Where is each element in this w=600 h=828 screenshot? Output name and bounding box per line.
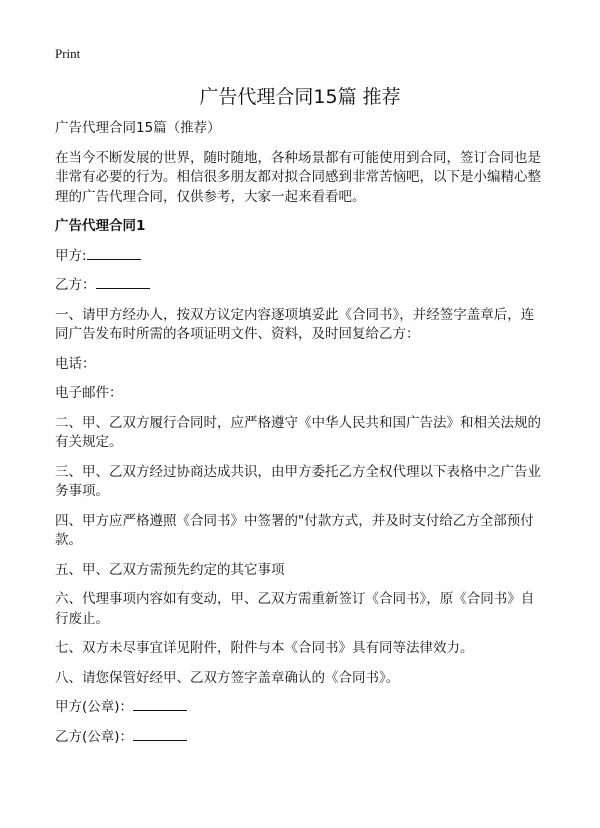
paragraph	[55, 119, 565, 139]
signature-field	[55, 276, 565, 296]
text-line: 二、甲、乙双方履行合同时，应严格遵守《中华人民共和国广告法》和相关法规的	[55, 414, 541, 431]
blank-underline	[87, 247, 141, 260]
section-heading	[55, 217, 565, 237]
blank-underline	[96, 276, 150, 289]
text-line: 六、代理事项内容如有变动，甲、乙双方需重新签订《合同书》，原《合同书》自	[55, 591, 535, 607]
page-title: 广告代理合同15篇 推荐	[199, 86, 401, 108]
paragraph	[55, 414, 565, 453]
paragraph	[55, 639, 565, 659]
text-line: 七、双方未尽事宜详见附件，附件与本《合同书》具有同等法律效力。	[55, 640, 474, 656]
text-line: 甲方:	[55, 247, 87, 264]
paragraph	[55, 561, 565, 581]
text-line: 三、甲、乙双方经过协商达成共识，由甲方委托乙方全权代理以下表格中之广告业	[55, 463, 541, 480]
text-line: 在当今不断发展的世界，随时随地，各种场景都有可能使用到合同，签订合同也是	[55, 149, 541, 166]
text-line: 广告代理合同1	[55, 218, 146, 234]
paragraph	[55, 590, 565, 629]
paragraph	[55, 384, 565, 404]
paragraph	[55, 306, 565, 345]
text-line: 同广告发布时所需的各项证明文件、资料，及时回复给乙方：	[55, 326, 420, 342]
paragraph	[55, 355, 565, 375]
text-line: 四、甲方应严格遵照《合同书》中签署的"付款方式，并及时支付给乙方全部预付	[55, 512, 534, 529]
text-line: 甲方(公章)：	[55, 699, 134, 715]
blank-underline	[133, 698, 187, 711]
text-line: 五、甲、乙双方需预先约定的其它事项	[55, 561, 285, 578]
document-body	[55, 119, 565, 757]
text-line: 乙方(公章)：	[55, 728, 134, 745]
text-line: 理的广告代理合同，仅供参考，大家一起来看看吧。	[55, 188, 366, 205]
signature-field	[55, 698, 565, 718]
text-line: 一、请甲方经办人，按双方议定内容逐项填妥此《合同书》，并经签字盖章后，连	[55, 306, 535, 323]
text-line: 电话：	[55, 355, 96, 372]
blank-underline	[133, 728, 187, 741]
text-line: 广告代理合同15篇（推荐）	[55, 120, 221, 136]
text-line: 电子邮件：	[55, 385, 123, 401]
text-line: 有关规定。	[55, 434, 123, 450]
paragraph	[55, 463, 565, 502]
text-line: 务事项。	[55, 483, 109, 499]
text-line: 行废止。	[55, 610, 109, 627]
paragraph	[55, 669, 565, 689]
text-line: 乙方：	[55, 277, 96, 293]
paragraph	[55, 149, 565, 208]
print-link[interactable]: Print	[55, 46, 81, 61]
paragraph	[55, 512, 565, 551]
signature-field	[55, 247, 565, 267]
text-line: 非常有必要的行为。相信很多朋友都对拟合同感到非常苦恼吧，以下是小编精心整	[55, 169, 541, 185]
text-line: 八、请您保管好经甲、乙双方签字盖章确认的《合同书》。	[55, 669, 400, 686]
signature-field	[55, 728, 565, 748]
text-line: 款。	[55, 532, 82, 548]
